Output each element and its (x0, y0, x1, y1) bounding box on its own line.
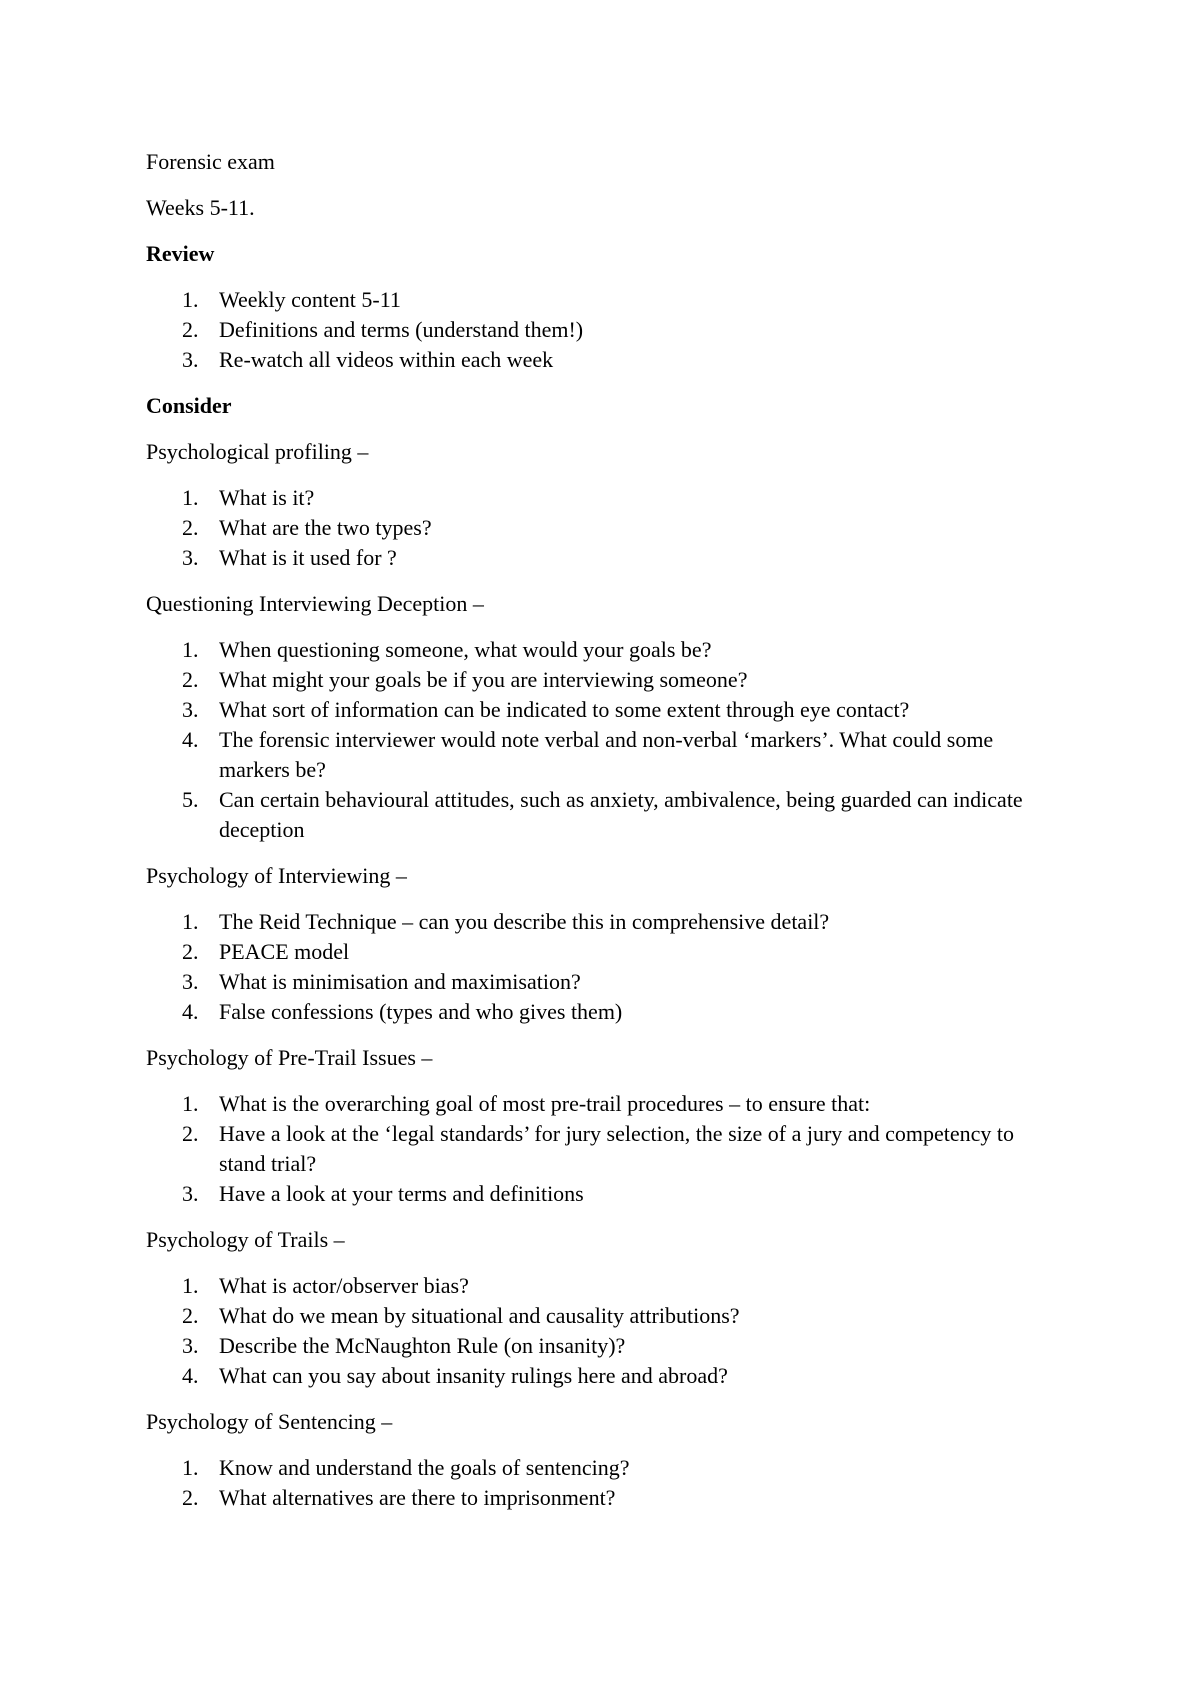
list-item-text: What is it used for ? (219, 545, 397, 570)
list-item-text: Definitions and terms (understand them!) (219, 317, 584, 342)
list-number: 2. (182, 1303, 199, 1328)
list-number: 3. (182, 1333, 199, 1358)
sentencing-list (146, 1453, 1046, 1513)
document-title: Forensic exam (146, 149, 275, 174)
list-item-text: Know and understand the goals of sentencing? (219, 1455, 630, 1480)
list-item (146, 725, 1046, 785)
list-number: 1. (182, 485, 199, 510)
section-heading-trails: Psychology of Trails – (146, 1227, 345, 1252)
list-item-text: Have a look at your terms and definitions (219, 1181, 584, 1206)
list-item (146, 513, 1046, 543)
trails-list (146, 1271, 1046, 1391)
list-item (146, 483, 1046, 513)
list-item-text: What might your goals be if you are interviewing someone? (219, 667, 748, 692)
list-item-text: Can certain behavioural attitudes, such as anxiety, ambivalence, being guarded can indicate deception (219, 787, 1023, 842)
list-item-text: The forensic interviewer would note verbal and non-verbal ‘markers’. What could some markers be? (219, 727, 994, 782)
list-item (146, 635, 1046, 665)
list-item (146, 345, 1046, 375)
list-item (146, 285, 1046, 315)
list-item-text: What are the two types? (219, 515, 432, 540)
list-item-text: When questioning someone, what would your goals be? (219, 637, 712, 662)
section-heading-sentencing: Psychology of Sentencing – (146, 1409, 393, 1434)
list-item (146, 967, 1046, 997)
list-item-text: Weekly content 5-11 (219, 287, 401, 312)
list-number: 1. (182, 637, 199, 662)
list-number: 1. (182, 1091, 199, 1116)
list-number: 2. (182, 667, 199, 692)
list-item-text: Have a look at the ‘legal standards’ for jury selection, the size of a jury and competency to stand trial? (219, 1121, 1014, 1176)
list-number: 1. (182, 287, 199, 312)
list-item-text: What can you say about insanity rulings here and abroad? (219, 1363, 728, 1388)
weeks-range: Weeks 5-11. (146, 195, 255, 220)
list-item (146, 907, 1046, 937)
list-number: 3. (182, 697, 199, 722)
list-item (146, 543, 1046, 573)
list-number: 1. (182, 909, 199, 934)
list-item (146, 1119, 1046, 1179)
list-item-text: What alternatives are there to imprisonment? (219, 1485, 616, 1510)
list-item (146, 1089, 1046, 1119)
list-number: 5. (182, 787, 199, 812)
list-number: 2. (182, 515, 199, 540)
section-heading-deception: Questioning Interviewing Deception – (146, 591, 484, 616)
list-item-text: What is the overarching goal of most pre-trail procedures – to ensure that: (219, 1091, 871, 1116)
list-item-text: What is minimisation and maximisation? (219, 969, 581, 994)
list-number: 1. (182, 1273, 199, 1298)
list-item (146, 937, 1046, 967)
list-number: 3. (182, 1181, 199, 1206)
list-item (146, 785, 1046, 845)
list-number: 1. (182, 1455, 199, 1480)
list-number: 2. (182, 1485, 199, 1510)
list-number: 3. (182, 969, 199, 994)
list-item (146, 997, 1046, 1027)
list-item-text: What do we mean by situational and causality attributions? (219, 1303, 740, 1328)
list-item-text: Re-watch all videos within each week (219, 347, 554, 372)
section-heading-pretrail: Psychology of Pre-Trail Issues – (146, 1045, 433, 1070)
section-heading-interviewing: Psychology of Interviewing – (146, 863, 407, 888)
list-item (146, 1179, 1046, 1209)
list-item-text: What is it? (219, 485, 315, 510)
list-item (146, 315, 1046, 345)
review-list (146, 285, 1046, 375)
list-item-text: PEACE model (219, 939, 350, 964)
consider-heading: Consider (146, 393, 232, 418)
list-number: 4. (182, 727, 199, 752)
deception-list (146, 635, 1046, 845)
list-number: 2. (182, 939, 199, 964)
list-item (146, 1331, 1046, 1361)
list-item (146, 695, 1046, 725)
list-item-text: False confessions (types and who gives them) (219, 999, 623, 1024)
review-heading: Review (146, 241, 215, 266)
list-item (146, 1453, 1046, 1483)
list-item (146, 1483, 1046, 1513)
list-item-text: Describe the McNaughton Rule (on insanity)? (219, 1333, 626, 1358)
list-number: 2. (182, 1121, 199, 1146)
list-number: 3. (182, 347, 199, 372)
list-item-text: What is actor/observer bias? (219, 1273, 469, 1298)
list-item (146, 665, 1046, 695)
list-item (146, 1271, 1046, 1301)
list-item-text: The Reid Technique – can you describe this in comprehensive detail? (219, 909, 830, 934)
list-item (146, 1301, 1046, 1331)
list-item-text: What sort of information can be indicated to some extent through eye contact? (219, 697, 910, 722)
document-page (146, 147, 1046, 1529)
interviewing-list (146, 907, 1046, 1027)
list-number: 3. (182, 545, 199, 570)
profiling-list (146, 483, 1046, 573)
list-number: 2. (182, 317, 199, 342)
list-number: 4. (182, 999, 199, 1024)
list-number: 4. (182, 1363, 199, 1388)
pretrail-list (146, 1089, 1046, 1209)
section-heading-profiling: Psychological profiling – (146, 439, 369, 464)
list-item (146, 1361, 1046, 1391)
